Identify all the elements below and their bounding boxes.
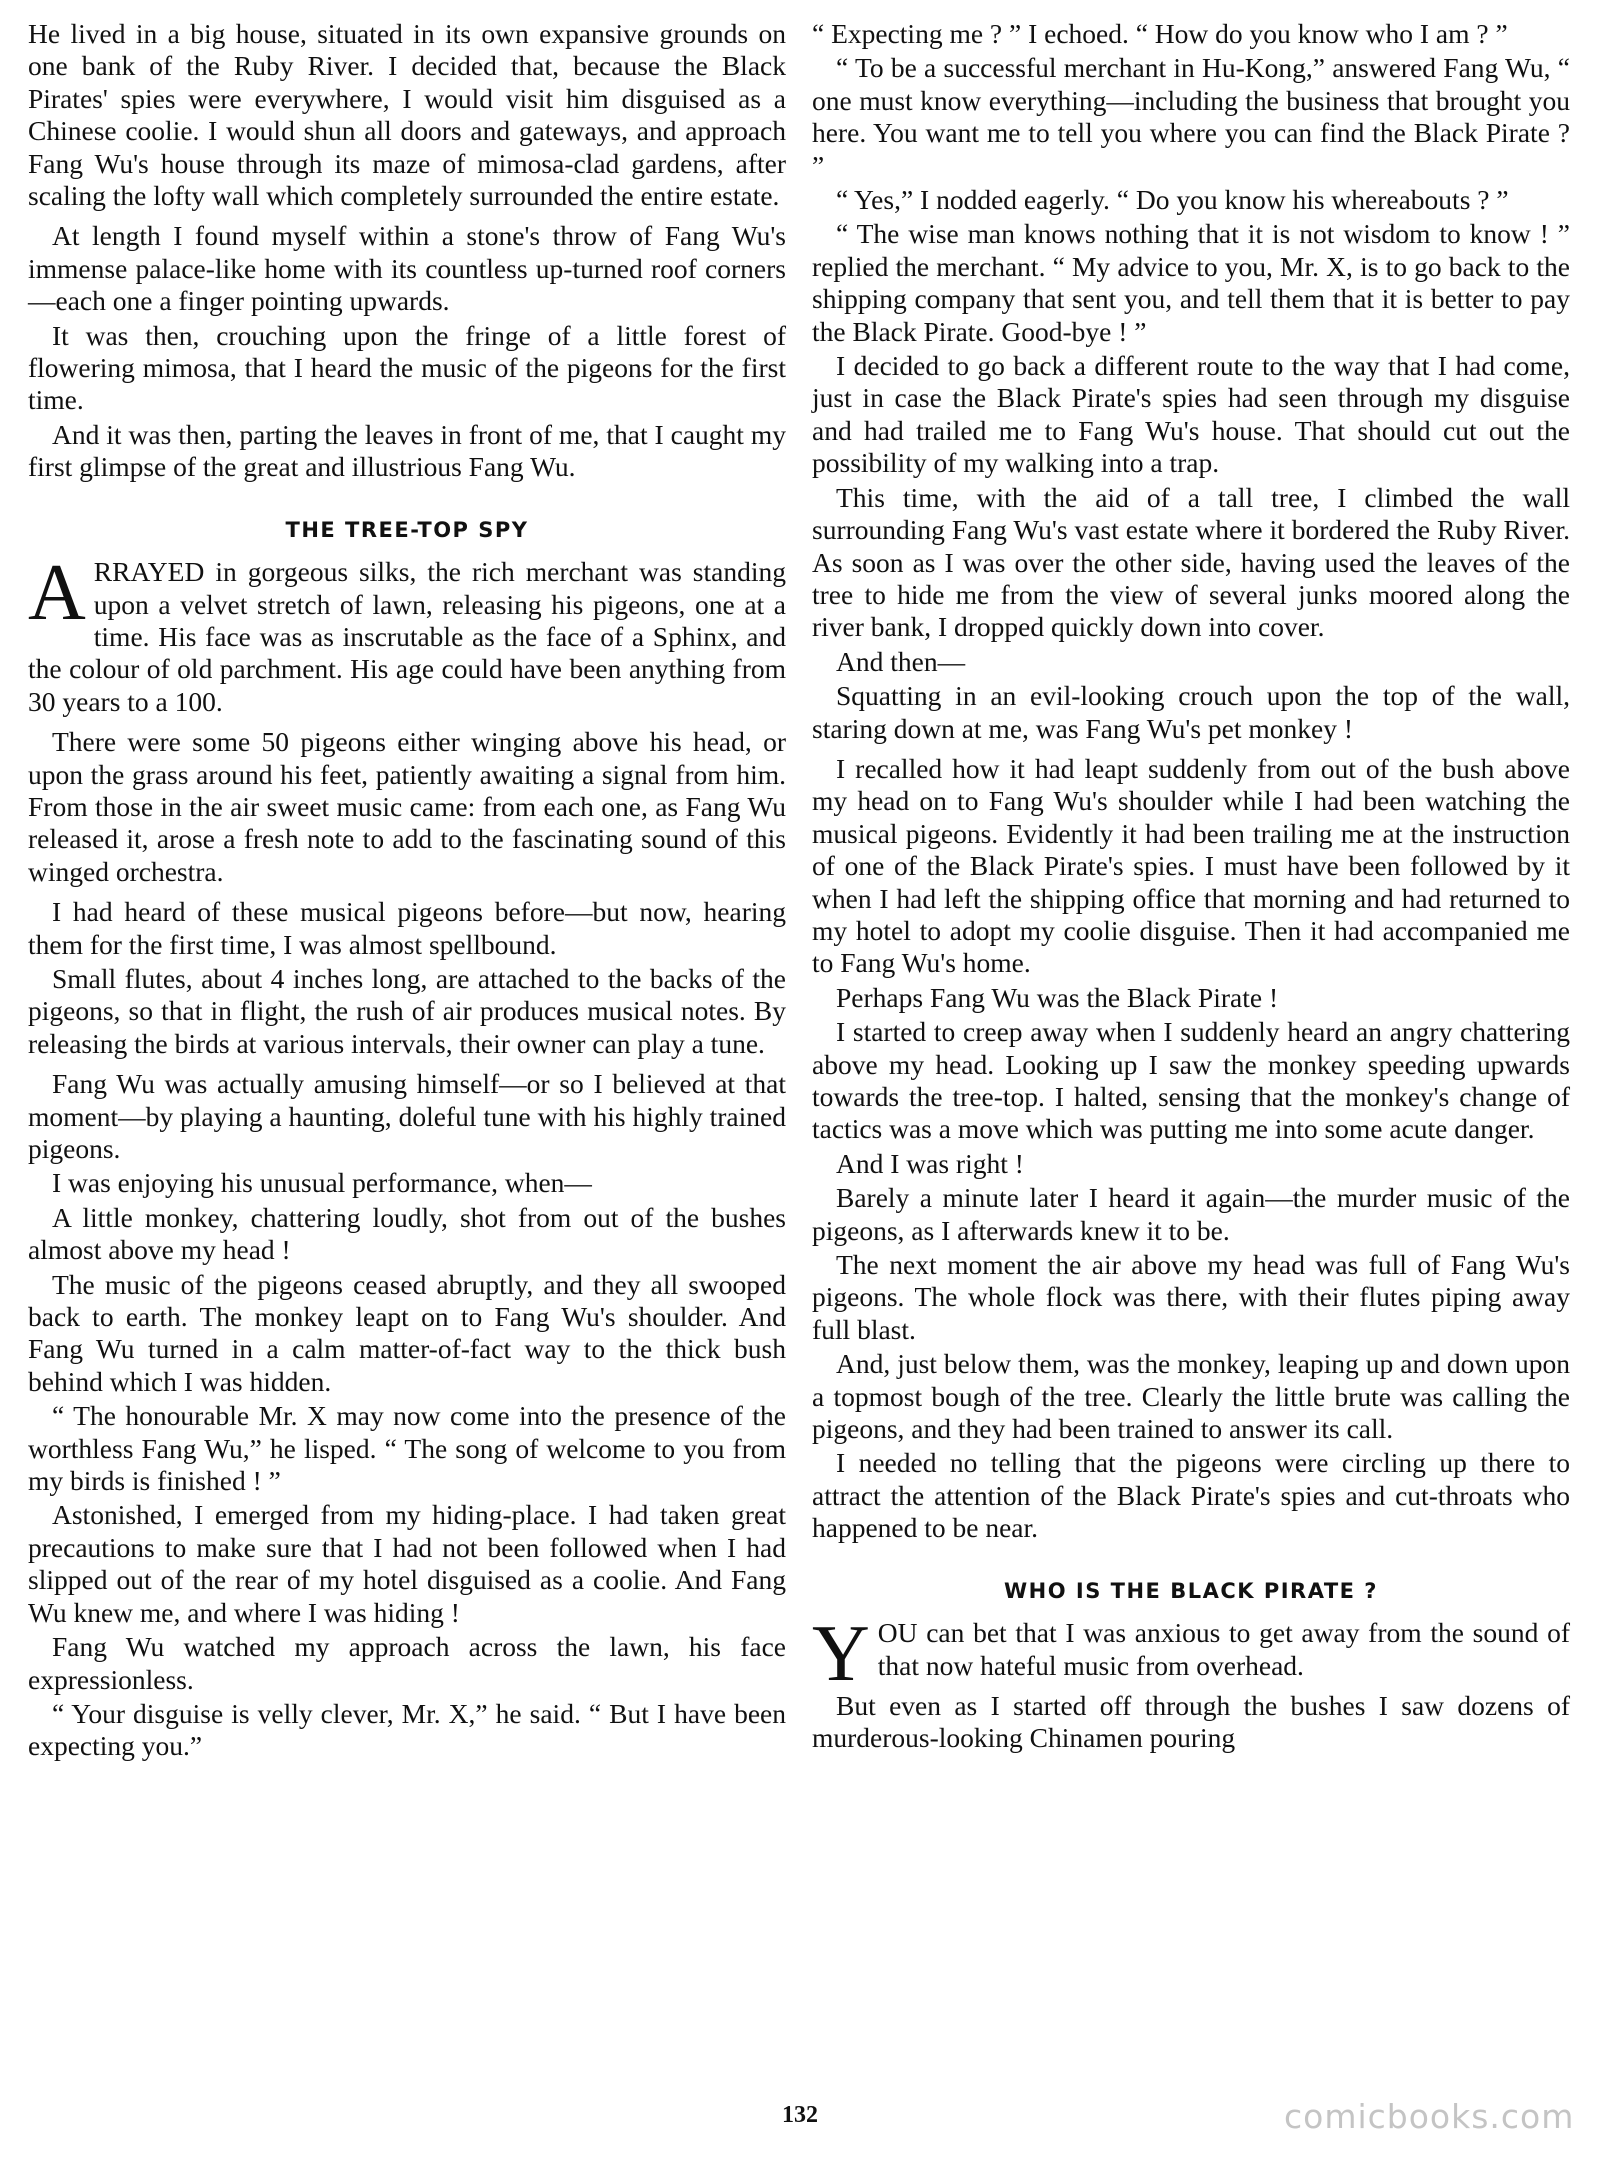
drop-cap: A <box>28 549 86 638</box>
paragraph: “ To be a successful merchant in Hu-Kong,” answered Fang Wu, “ one must know everything—including the business that brought you here. You want me to tell you where you can find the Black Pirate ? ” <box>812 52 1570 181</box>
paragraph: I was enjoying his unusual performance, when— <box>52 1167 592 1199</box>
paragraph: “ Your disguise is velly clever, Mr. X,” he said. “ But I have been expecting you.” <box>28 1697 786 1762</box>
paragraph: This time, with the aid of a tall tree, I climbed the wall surrounding Fang Wu's vast estate where it bordered the Ruby River. As soon as I was over the other side, having used the leaves of the tree to hide me from the view of several junks moored along the river bank, I dropped quickly down into cover. <box>812 481 1570 643</box>
left-column <box>28 18 786 1765</box>
paragraph: And, just below them, was the monkey, leaping up and down upon a topmost bough of the tree. Clearly the little brute was calling the pigeons, and they had been trained to answer its call. <box>812 1348 1570 1445</box>
paragraph: But even as I started off through the bushes I saw dozens of murderous-looking Chinamen pouring <box>812 1689 1570 1754</box>
paragraph: And I was right ! <box>836 1147 1024 1179</box>
paragraph: The music of the pigeons ceased abruptly, and they all swooped back to earth. The monkey leapt on to Fang Wu's shoulder. And Fang Wu turned in a calm matter-of-fact way to the thick bush behind which I was hidden. <box>28 1268 786 1397</box>
paragraph: Perhaps Fang Wu was the Black Pirate ! <box>836 981 1279 1013</box>
paragraph: And then— <box>836 645 966 677</box>
paragraph-text: RRAYED in gorgeous silks, the rich merchant was standing upon a velvet stretch of lawn, releasing his pigeons, one at a time. His face was as inscrutable as the face of a Sphinx, and the colour of old parchment. His age could have been anything from 30 years to a 100. <box>28 556 786 717</box>
paragraph: I recalled how it had leapt suddenly from out of the bush above my head on to Fang Wu's shoulder while I had been watching the musical pigeons. Evidently it had been trailing me at the instruction of one of the Black Pirate's spies. I must have been followed by it when I had left the shipping office that morning and had returned to my hotel to adopt my coolie disguise. Then it had accompanied me to Fang Wu's home. <box>812 752 1570 979</box>
paragraph: I needed no telling that the pigeons were circling up there to attract the attention of the Black Pirate's spies and cut-throats who happened to be near. <box>812 1447 1570 1544</box>
paragraph: I had heard of these musical pigeons before—but now, hearing them for the first time, I was almost spellbound. <box>28 896 786 960</box>
paragraph-dropcap <box>812 1610 1570 1699</box>
paragraph: “ Expecting me ? ” I echoed. “ How do you know who I am ? ” <box>812 18 1508 49</box>
paragraph: I decided to go back a different route to the way that I had come, just in case the Black Pirate's spies had seen through my disguise and had trailed me to Fang Wu's house. That should cut out the possibility of my walking into a trap. <box>812 350 1570 479</box>
section-heading: THE TREE-TOP SPY <box>285 517 529 542</box>
paragraph-text: OU can bet that I was anxious to get away from the sound of that now hateful music from overhead. <box>877 1617 1570 1681</box>
right-column <box>812 18 1570 1757</box>
page-number: 132 <box>782 2102 818 2128</box>
paragraph: Astonished, I emerged from my hiding-place. I had taken great precautions to make sure that I had not been followed when I had slipped out of the rear of my hotel disguised as a coolie. And Fang Wu knew me, and where I was hiding ! <box>28 1499 786 1628</box>
paragraph: He lived in a big house, situated in its own expansive grounds on one bank of the Ruby River. I decided that, because the Black Pirates' spies were everywhere, I would visit him disguised as a Chinese coolie. I would shun all doors and gateways, and approach Fang Wu's house through its maze of mimosa-clad gardens, after scaling the lofty wall which completely surrounded the entire estate. <box>28 18 786 212</box>
section-heading: WHO IS THE BLACK PIRATE ? <box>1003 1578 1378 1603</box>
paragraph: Fang Wu watched my approach across the lawn, his face expressionless. <box>28 1631 786 1695</box>
paragraph: Small flutes, about 4 inches long, are attached to the backs of the pigeons, so that in flight, the rush of air produces musical notes. By releasing the birds at various intervals, their owner can play a tune. <box>28 962 786 1059</box>
paragraph: There were some 50 pigeons either winging above his head, or upon the grass around his feet, patiently awaiting a signal from him. From those in the air sweet music came: from each one, as Fang Wu released it, arose a fresh note to add to the fascinating sound of this winged orchestra. <box>28 726 786 887</box>
paragraph: Fang Wu was actually amusing himself—or so I believed at that moment—by playing a haunting, doleful tune with his highly trained pigeons. <box>28 1068 786 1164</box>
paragraph-dropcap <box>28 549 786 718</box>
paragraph: “ Yes,” I nodded eagerly. “ Do you know his whereabouts ? ” <box>836 184 1509 216</box>
paragraph: “ The wise man knows nothing that it is not wisdom to know ! ” replied the merchant. “ My advice to you, Mr. X, is to go back to the shipping company that sent you, and tell them that it is better to pay the Black Pirate. Good-bye ! ” <box>812 218 1570 347</box>
paragraph: The next moment the air above my head was full of Fang Wu's pigeons. The whole flock was there, with their flutes piping away full blast. <box>812 1249 1570 1345</box>
paragraph: Squatting in an evil-looking crouch upon the top of the wall, staring down at me, was Fang Wu's pet monkey ! <box>812 680 1570 744</box>
paragraph: At length I found myself within a stone's throw of Fang Wu's immense palace-like home with its countless up-turned roof corners—each one a finger pointing upwards. <box>28 220 786 317</box>
watermark: comicbooks.com <box>1284 2097 1575 2136</box>
drop-cap: Y <box>812 1610 870 1699</box>
paragraph: Barely a minute later I heard it again—the murder music of the pigeons, as I afterwards knew it to be. <box>812 1182 1570 1246</box>
paragraph: I started to creep away when I suddenly heard an angry chattering above my head. Looking up I saw the monkey speeding upwards towards the tree-top. I halted, sensing that the monkey's change of tactics was a move which was putting me into some acute danger. <box>812 1016 1570 1145</box>
paragraph: It was then, crouching upon the fringe of a little forest of flowering mimosa, that I heard the music of the pigeons for the first time. <box>28 319 786 416</box>
paragraph: “ The honourable Mr. X may now come into the presence of the worthless Fang Wu,” he lisped. “ The song of welcome to you from my birds is finished ! ” <box>28 1400 786 1497</box>
paragraph: And it was then, parting the leaves in front of me, that I caught my first glimpse of the great and illustrious Fang Wu. <box>28 418 786 483</box>
paragraph: A little monkey, chattering loudly, shot from out of the bushes almost above my head ! <box>28 1201 786 1266</box>
